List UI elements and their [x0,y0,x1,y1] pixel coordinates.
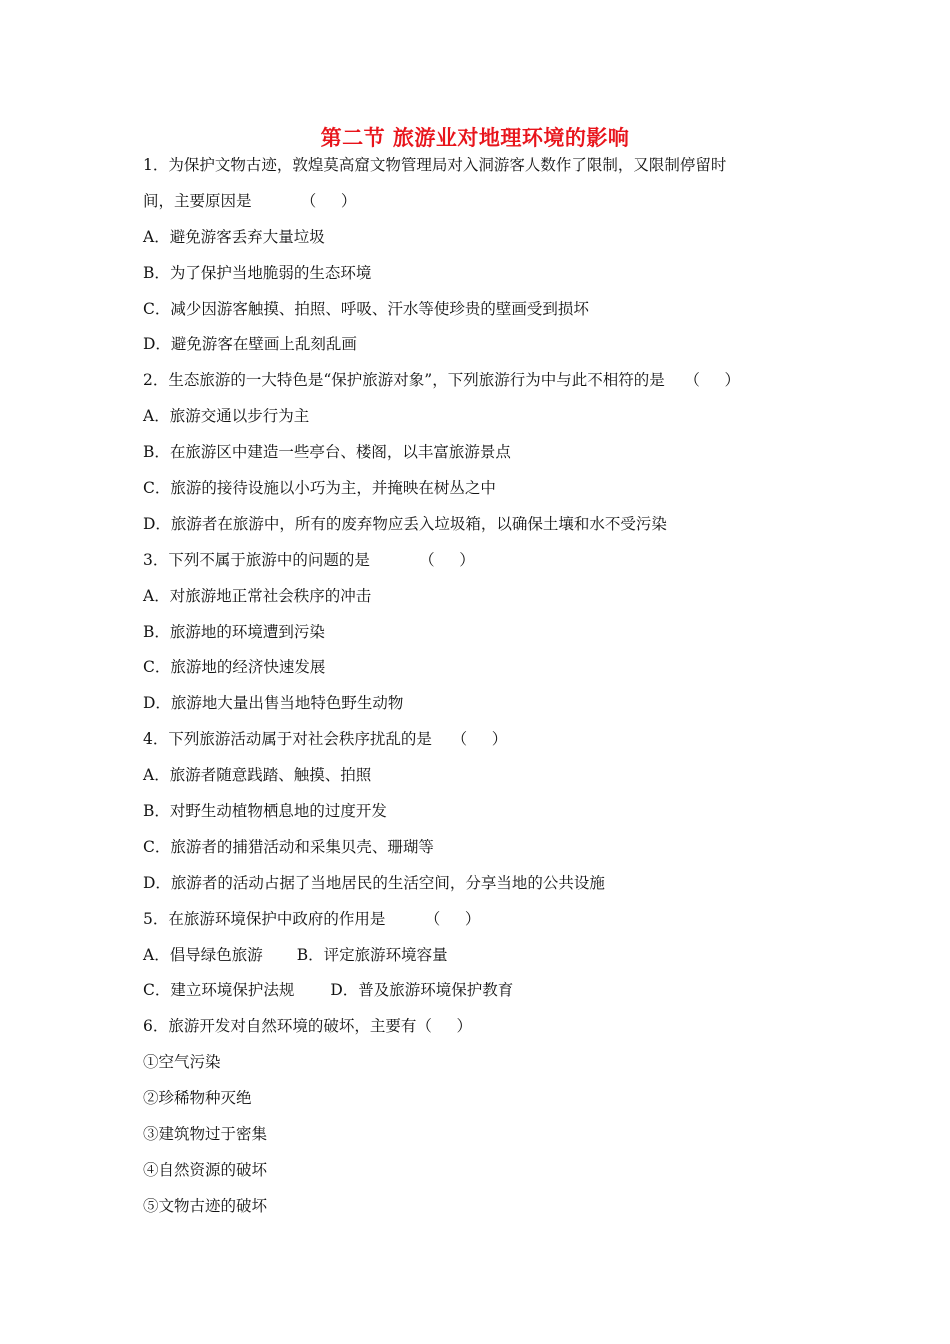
question-stem-continued: 间，主要原因是 （ ） [143,191,357,210]
question-2 [143,363,813,542]
option-a: A．旅游者随意践踏、触摸、拍照 [143,766,372,785]
question-1 [143,148,813,363]
question-4 [143,722,813,901]
option-c: C．旅游的接待设施以小巧为主，并掩映在树丛之中 [143,479,496,498]
option-d: D．避免游客在壁画上乱刻乱画 [143,335,357,354]
question-3 [143,543,813,722]
question-stem: 1．为保护文物古迹，敦煌莫高窟文物管理局对入洞游客人数作了限制，又限制停留时 [143,156,727,174]
option-c: C．建立环境保护法规 [143,981,295,1000]
question-list [143,148,813,1225]
option-a: A．对旅游地正常社会秩序的冲击 [143,586,372,605]
option-d: D．普及旅游环境保护教育 [330,981,514,1000]
option-b: B．在旅游区中建造一些亭台、楼阁，以丰富旅游景点 [143,443,511,462]
list-item: ①空气污染 [143,1053,221,1072]
option-a: A．倡导绿色旅游 [143,945,263,964]
option-d: D．旅游者在旅游中，所有的废弃物应丢入垃圾箱，以确保土壤和水不受污染 [143,514,667,533]
option-a: A．避免游客丢弃大量垃圾 [143,227,325,246]
question-stem: 3．下列不属于旅游中的问题的是 （ ） [143,550,475,569]
question-stem: 4．下列旅游活动属于对社会秩序扰乱的是 （ ） [143,730,508,749]
option-d: D．旅游者的活动占据了当地居民的生活空间，分享当地的公共设施 [143,873,605,892]
question-6 [143,1009,813,1224]
option-c: C．旅游者的捕猎活动和采集贝壳、珊瑚等 [143,837,434,856]
list-item: ⑤文物古迹的破坏 [143,1196,268,1215]
option-b: B．对野生动植物栖息地的过度开发 [143,802,387,821]
list-item: ④自然资源的破坏 [143,1160,268,1179]
page-title: 第二节 旅游业对地理环境的影响 [320,126,630,150]
question-stem: 5．在旅游环境保护中政府的作用是 （ ） [143,909,481,928]
option-b: B．旅游地的环境遭到污染 [143,622,325,641]
list-item: ③建筑物过于密集 [143,1125,268,1144]
option-c: C．旅游地的经济快速发展 [143,658,326,677]
option-c: C．减少因游客触摸、拍照、呼吸、汗水等使珍贵的壁画受到损坏 [143,299,589,318]
question-stem: 6．旅游开发对自然环境的破坏，主要有（ ） [143,1017,472,1036]
option-row-ab [143,938,813,974]
question-stem: 2．生态旅游的一大特色是“保护旅游对象”，下列旅游行为中与此不相符的是 （ ） [143,371,741,390]
option-b: B．评定旅游环境容量 [296,945,448,964]
option-b: B．为了保护当地脆弱的生态环境 [143,263,372,282]
question-5 [143,902,813,1010]
option-row-cd [143,973,813,1009]
list-item: ②珍稀物种灭绝 [143,1089,252,1108]
option-a: A．旅游交通以步行为主 [143,407,310,426]
option-d: D．旅游地大量出售当地特色野生动物 [143,694,404,713]
